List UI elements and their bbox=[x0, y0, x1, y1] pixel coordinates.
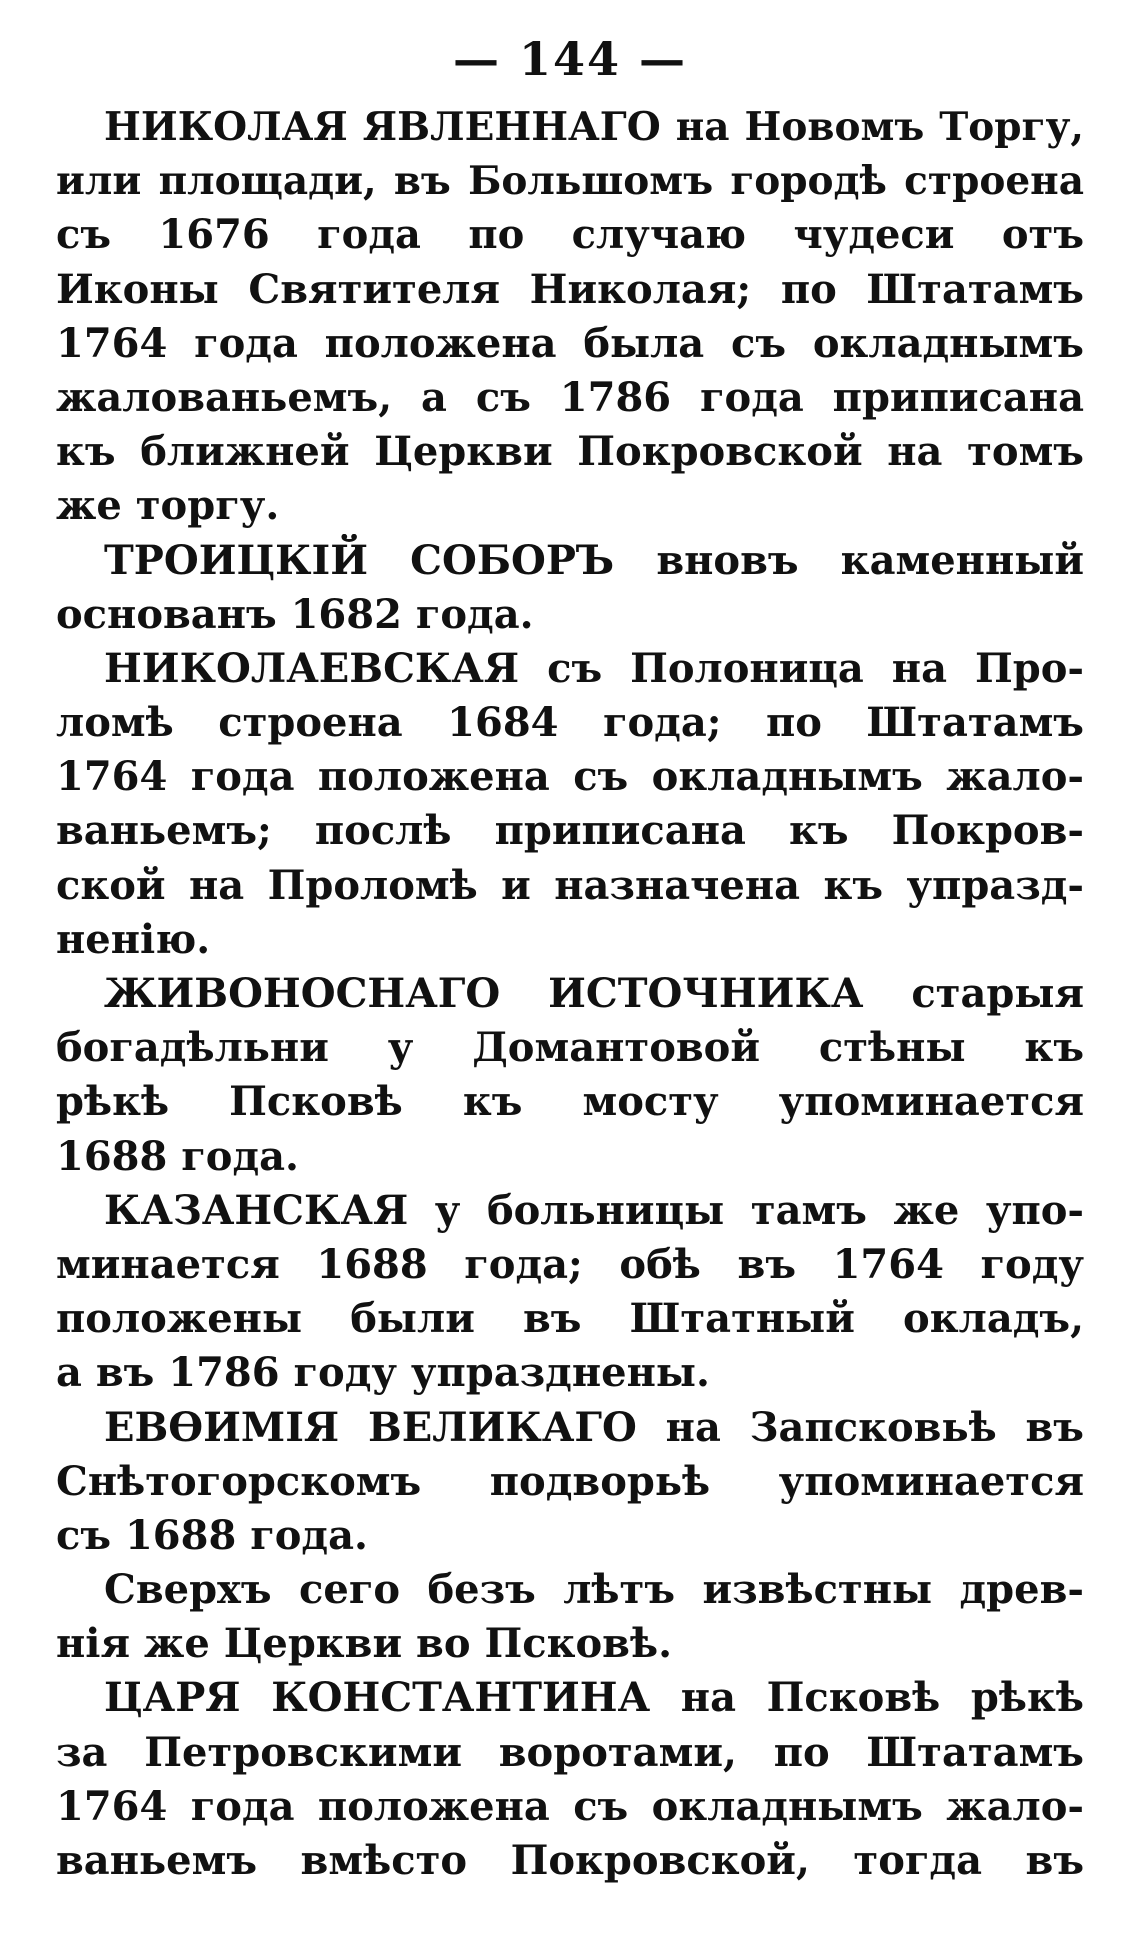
text-line: 1764 года положена была съ окладнымъ bbox=[56, 319, 1084, 367]
page-text bbox=[56, 100, 1084, 1888]
text-line: богадѣльни у Домантовой стѣны къ bbox=[56, 1024, 1084, 1072]
text-line: ваньемъ; послѣ приписана къ Покров- bbox=[56, 807, 1084, 855]
text-line: рѣкѣ Псковѣ къ мосту упоминается bbox=[56, 1078, 1084, 1126]
page-number: — 144 — bbox=[452, 32, 688, 86]
text-line: минается 1688 года; обѣ въ 1764 году bbox=[56, 1240, 1084, 1288]
text-line: ломѣ строена 1684 года; по Штатамъ bbox=[56, 699, 1084, 747]
text-line: НИКОЛАЯ ЯВЛЕННАГО на Новомъ Торгу, bbox=[104, 104, 1084, 150]
text-line: ненію. bbox=[56, 915, 211, 963]
text-line: Сверхъ сего безъ лѣтъ извѣстны древ- bbox=[104, 1566, 1084, 1614]
text-line: Иконы Святителя Николая; по Штатамъ bbox=[56, 265, 1084, 313]
text-line: жалованьемъ, а съ 1786 года приписана bbox=[56, 373, 1084, 421]
text-line: ской на Проломѣ и назначена къ упразд- bbox=[56, 861, 1084, 909]
text-line: съ 1676 года по случаю чудеси отъ bbox=[56, 211, 1084, 259]
text-line: ТРОИЦКІЙ СОБОРЪ вновъ каменный bbox=[104, 536, 1084, 584]
text-line: нія же Церкви во Псковѣ. bbox=[56, 1620, 672, 1668]
text-line: же торгу. bbox=[56, 482, 280, 530]
text-line: ваньемъ вмѣсто Покровской, тогда въ bbox=[56, 1837, 1084, 1884]
text-line: Снѣтогорскомъ подворьѣ упоминается bbox=[56, 1457, 1084, 1505]
text-line: ЖИВОНОСНАГО ИСТОЧНИКА старыя bbox=[104, 970, 1084, 1017]
text-line: за Петровскими воротами, по Штатамъ bbox=[56, 1728, 1084, 1776]
text-line: 1764 года положена съ окладнымъ жало- bbox=[56, 1782, 1084, 1830]
text-line: къ ближней Церкви Покровской на томъ bbox=[56, 428, 1084, 476]
text-line: ЕВѲИМІЯ ВЕЛИКАГО на Запсковьѣ въ bbox=[104, 1403, 1084, 1451]
text-line: или площади, въ Большомъ городѣ строена bbox=[56, 158, 1084, 205]
text-line: ЦАРЯ КОНСТАНТИНА на Псковѣ рѣкѣ bbox=[104, 1674, 1084, 1722]
text-line: съ 1688 года. bbox=[56, 1511, 368, 1559]
text-line: а въ 1786 году упразднены. bbox=[56, 1349, 710, 1397]
text-line: 1764 года положена съ окладнымъ жало- bbox=[56, 753, 1084, 801]
text-line: положены были въ Штатный окладъ, bbox=[56, 1295, 1084, 1343]
text-line: НИКОЛАЕВСКАЯ съ Полоница на Про- bbox=[104, 644, 1084, 692]
text-line: КАЗАНСКАЯ у больницы тамъ же упо- bbox=[104, 1186, 1084, 1234]
text-line: 1688 года. bbox=[56, 1132, 299, 1180]
text-line: основанъ 1682 года. bbox=[56, 590, 534, 638]
